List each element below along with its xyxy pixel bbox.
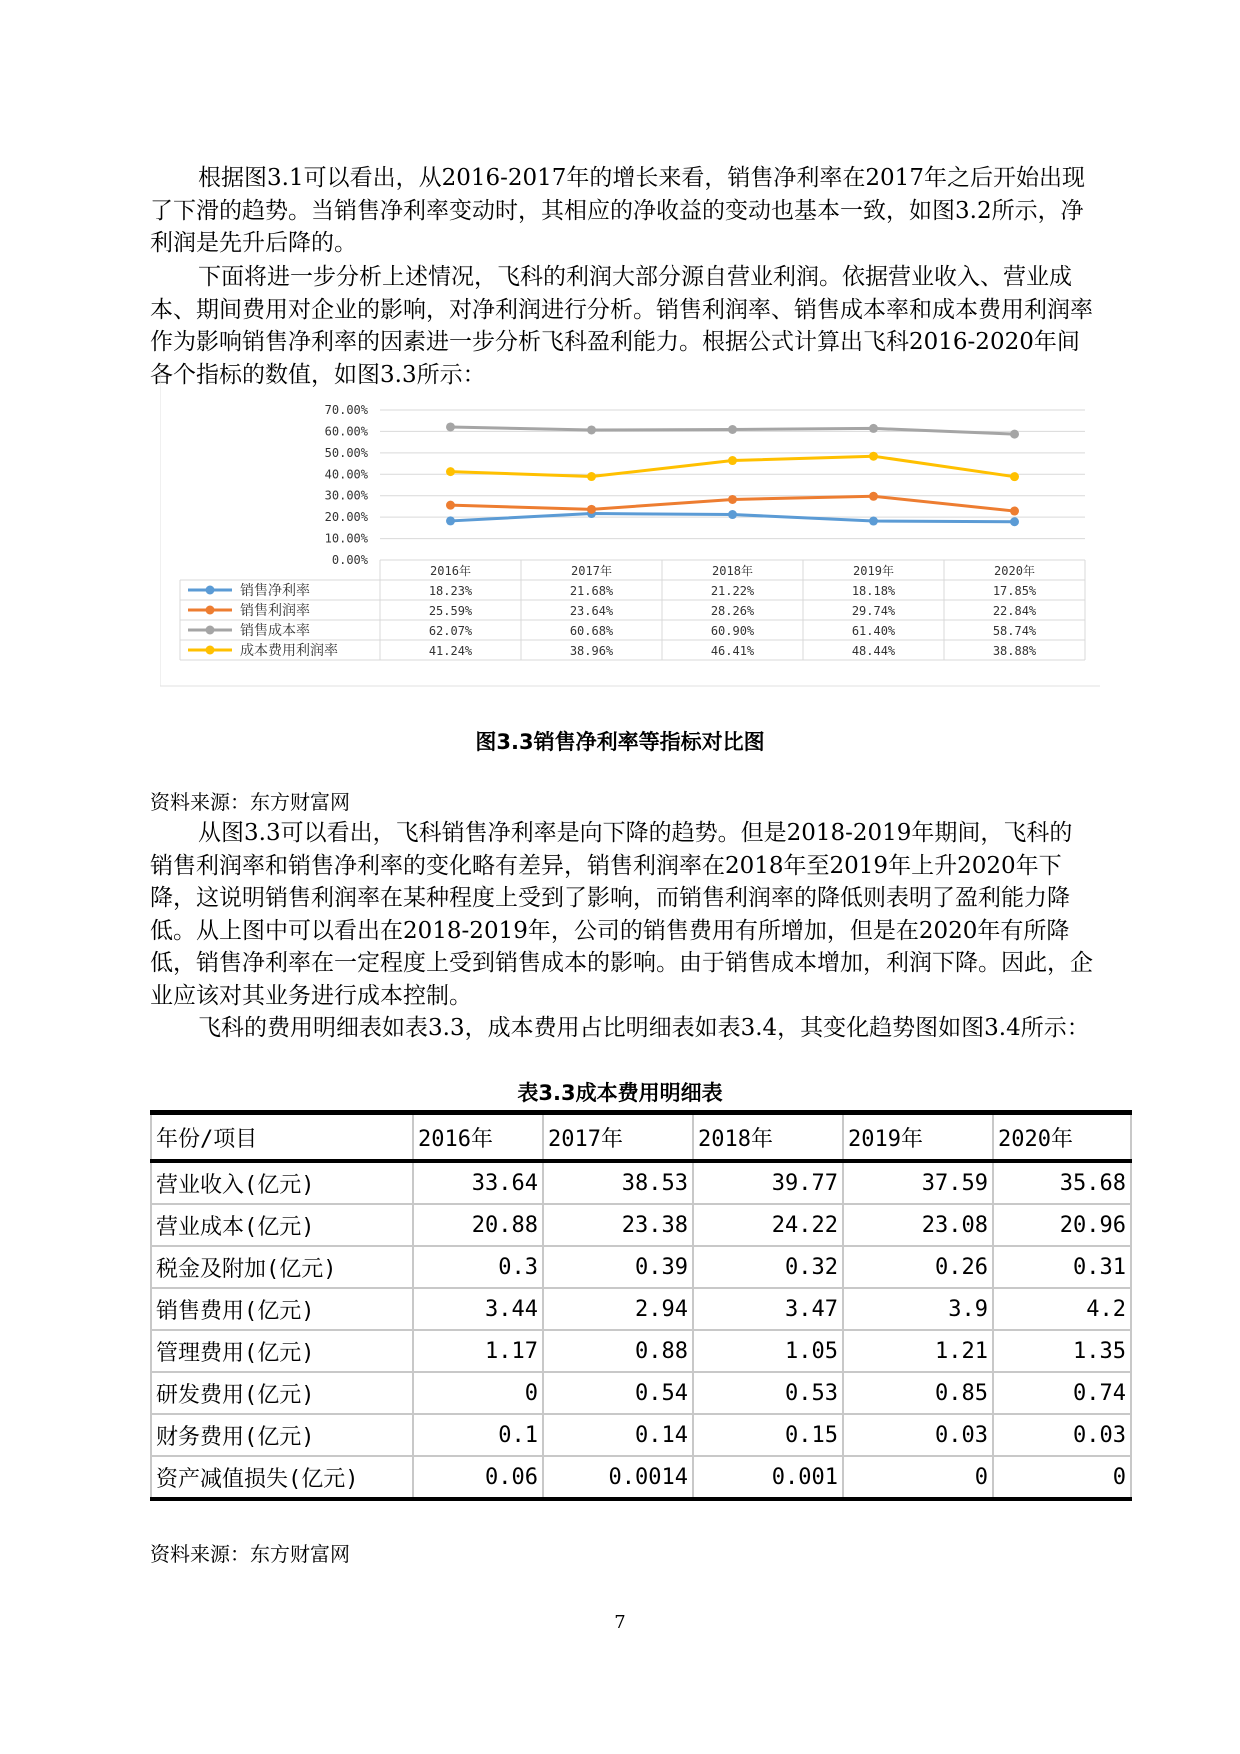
table-row bbox=[151, 1246, 1131, 1288]
data-point bbox=[1010, 472, 1019, 481]
table-row bbox=[151, 1414, 1131, 1456]
data-point bbox=[587, 472, 596, 481]
table-row bbox=[151, 1204, 1131, 1246]
page-number: 7 bbox=[614, 1612, 626, 1633]
table-cell: 1.35 bbox=[993, 1330, 1131, 1372]
data-point bbox=[446, 501, 455, 510]
row-label: 财务费用(亿元) bbox=[151, 1414, 413, 1456]
data-point bbox=[869, 517, 878, 526]
paragraph-3-text: 从图3.3可以看出，飞科销售净利率是向下降的趋势。但是2018-2019年期间，飞科的销售利润率和销售净利率的变化略有差异，销售利润率在2018年至2019年上升2020年下降，这说明销售利润率在某种程度上受到了影响，而销售利润率的降低则表明了盈利能力降低。从上图中可以看出在2018-2019年，公司的销售费用有所增加，但是在2020年有所降低，销售净利率在一定程度上受到销售成本的影响。由于销售成本增加，利润下降。因此，企业应该对其业务进行成本控制。 bbox=[150, 820, 1093, 1009]
y-tick-label: 70.00% bbox=[324, 403, 368, 417]
table-cell: 4.2 bbox=[993, 1288, 1131, 1330]
table-cell: 0.3 bbox=[413, 1246, 543, 1288]
legend-label: 销售成本率 bbox=[240, 623, 310, 639]
x-category-label: 2016年 bbox=[430, 564, 471, 578]
table-header-cell: 2017年 bbox=[543, 1113, 693, 1162]
source-note-1: 资料来源：东方财富网 bbox=[150, 790, 350, 814]
cost-detail-table bbox=[150, 1110, 1132, 1501]
table-cell: 37.59 bbox=[843, 1161, 993, 1204]
table-cell: 0 bbox=[413, 1372, 543, 1414]
paragraph-4 bbox=[150, 1012, 1094, 1045]
table-cell: 2.94 bbox=[543, 1288, 693, 1330]
table-cell: 38.53 bbox=[543, 1161, 693, 1204]
table-cell: 0.06 bbox=[413, 1456, 543, 1499]
data-value-label: 28.26% bbox=[710, 604, 755, 618]
data-value-label: 58.74% bbox=[992, 624, 1037, 638]
table-cell: 0.03 bbox=[843, 1414, 993, 1456]
data-value-label: 21.22% bbox=[710, 584, 755, 598]
legend-label: 销售利润率 bbox=[240, 603, 310, 619]
table-header-cell: 2016年 bbox=[413, 1113, 543, 1162]
data-value-label: 38.96% bbox=[569, 644, 614, 658]
table-cell: 0.1 bbox=[413, 1414, 543, 1456]
table-cell: 1.05 bbox=[693, 1330, 843, 1372]
data-value-label: 22.84% bbox=[992, 604, 1037, 618]
data-point bbox=[587, 505, 596, 514]
table-caption: 表3.3成本费用明细表 bbox=[517, 1081, 723, 1105]
table-cell: 1.17 bbox=[413, 1330, 543, 1372]
table-cell: 0.88 bbox=[543, 1330, 693, 1372]
data-value-label: 60.90% bbox=[710, 624, 755, 638]
row-label: 研发费用(亿元) bbox=[151, 1372, 413, 1414]
table-header-cell: 2020年 bbox=[993, 1113, 1131, 1162]
paragraph-1-text: 根据图3.1可以看出，从2016-2017年的增长来看，销售净利率在2017年之后开始出现了下滑的趋势。当销售净利率变动时，其相应的净收益的变动也基本一致，如图3.2所示，净利润是先升后降的。 bbox=[150, 165, 1085, 256]
table-cell: 20.96 bbox=[993, 1204, 1131, 1246]
legend-label: 成本费用利润率 bbox=[240, 643, 338, 659]
x-category-label: 2018年 bbox=[712, 564, 753, 578]
table-cell: 20.88 bbox=[413, 1204, 543, 1246]
y-tick-label: 60.00% bbox=[324, 424, 368, 439]
legend-marker bbox=[206, 586, 215, 595]
data-value-label: 48.44% bbox=[851, 644, 896, 658]
row-label: 销售费用(亿元) bbox=[151, 1288, 413, 1330]
table-row bbox=[151, 1372, 1131, 1414]
table-cell: 33.64 bbox=[413, 1161, 543, 1204]
data-value-label: 29.74% bbox=[851, 604, 896, 618]
y-tick-label: 10.00% bbox=[324, 531, 368, 546]
table-cell: 0.15 bbox=[693, 1414, 843, 1456]
legend-marker bbox=[206, 626, 215, 635]
data-value-label: 23.64% bbox=[569, 604, 614, 618]
table-row bbox=[151, 1161, 1131, 1204]
data-point bbox=[1010, 430, 1019, 439]
table-cell: 0.54 bbox=[543, 1372, 693, 1414]
data-point bbox=[446, 422, 455, 431]
row-label: 营业成本(亿元) bbox=[151, 1204, 413, 1246]
table-cell: 23.08 bbox=[843, 1204, 993, 1246]
table-cell: 3.44 bbox=[413, 1288, 543, 1330]
table-row bbox=[151, 1456, 1131, 1499]
data-point bbox=[587, 425, 596, 434]
row-label: 税金及附加(亿元) bbox=[151, 1246, 413, 1288]
cost-detail-table-wrapper bbox=[150, 1110, 1130, 1501]
paragraph-2-text: 下面将进一步分析上述情况，飞科的利润大部分源自营业利润。依据营业收入、营业成本、期间费用对企业的影响，对净利润进行分析。销售利润率、销售成本率和成本费用利润率作为影响销售净利率的因素进一步分析飞科盈利能力。根据公式计算出飞科2016-2020年间各个指标的数值，如图3.3所示： bbox=[150, 264, 1093, 388]
data-point bbox=[446, 467, 455, 476]
data-value-label: 18.18% bbox=[851, 584, 896, 598]
data-point bbox=[1010, 517, 1019, 526]
y-tick-label: 0.00% bbox=[331, 553, 368, 567]
data-value-label: 41.24% bbox=[428, 644, 473, 658]
table-cell: 3.47 bbox=[693, 1288, 843, 1330]
data-point bbox=[869, 452, 878, 461]
data-value-label: 25.59% bbox=[428, 604, 473, 618]
table-cell: 0.85 bbox=[843, 1372, 993, 1414]
table-cell: 0 bbox=[843, 1456, 993, 1499]
data-point bbox=[1010, 507, 1019, 516]
table-cell: 1.21 bbox=[843, 1330, 993, 1372]
row-label: 管理费用(亿元) bbox=[151, 1330, 413, 1372]
data-point bbox=[728, 425, 737, 434]
paragraph-1 bbox=[150, 162, 1094, 260]
table-header-cell: 2018年 bbox=[693, 1113, 843, 1162]
table-cell: 23.38 bbox=[543, 1204, 693, 1246]
row-label: 营业收入(亿元) bbox=[151, 1161, 413, 1204]
table-cell: 0.03 bbox=[993, 1414, 1131, 1456]
data-value-label: 46.41% bbox=[710, 644, 755, 658]
data-value-label: 62.07% bbox=[428, 624, 473, 638]
x-category-label: 2020年 bbox=[994, 564, 1035, 578]
figure-caption: 图3.3销售净利率等指标对比图 bbox=[475, 730, 765, 754]
paragraph-4-text: 飞科的费用明细表如表3.3，成本费用占比明细表如表3.4，其变化趋势图如图3.4所示： bbox=[198, 1015, 1090, 1041]
table-cell: 0.31 bbox=[993, 1246, 1131, 1288]
data-value-label: 21.68% bbox=[569, 584, 614, 598]
table-cell: 0.74 bbox=[993, 1372, 1131, 1414]
data-point bbox=[869, 492, 878, 501]
y-tick-label: 20.00% bbox=[324, 510, 368, 525]
data-point bbox=[728, 456, 737, 465]
table-row bbox=[151, 1288, 1131, 1330]
data-value-label: 18.23% bbox=[428, 584, 473, 598]
data-point bbox=[869, 424, 878, 433]
table-cell: 3.9 bbox=[843, 1288, 993, 1330]
legend-marker bbox=[206, 646, 215, 655]
data-value-label: 60.68% bbox=[569, 624, 614, 638]
table-row bbox=[151, 1330, 1131, 1372]
data-point bbox=[728, 495, 737, 504]
row-label: 资产减值损失(亿元) bbox=[151, 1456, 413, 1499]
data-value-label: 17.85% bbox=[992, 584, 1037, 598]
table-cell: 39.77 bbox=[693, 1161, 843, 1204]
y-tick-label: 30.00% bbox=[324, 488, 368, 503]
data-value-label: 38.88% bbox=[992, 644, 1037, 658]
y-tick-label: 40.00% bbox=[324, 467, 368, 482]
table-cell: 0.001 bbox=[693, 1456, 843, 1499]
indicator-line-chart bbox=[160, 368, 1100, 688]
table-header-row bbox=[151, 1113, 1131, 1162]
source-note-2: 资料来源：东方财富网 bbox=[150, 1542, 350, 1566]
paragraph-3 bbox=[150, 817, 1094, 1012]
table-cell: 0.14 bbox=[543, 1414, 693, 1456]
y-tick-label: 50.00% bbox=[324, 445, 368, 460]
table-cell: 35.68 bbox=[993, 1161, 1131, 1204]
x-category-label: 2019年 bbox=[853, 564, 894, 578]
table-header-cell: 年份/项目 bbox=[151, 1113, 413, 1162]
table-cell: 0.32 bbox=[693, 1246, 843, 1288]
table-cell: 0.53 bbox=[693, 1372, 843, 1414]
legend-label: 销售净利率 bbox=[240, 583, 310, 599]
data-point bbox=[446, 516, 455, 525]
table-cell: 0.39 bbox=[543, 1246, 693, 1288]
table-cell: 0.26 bbox=[843, 1246, 993, 1288]
table-cell: 0.0014 bbox=[543, 1456, 693, 1499]
data-point bbox=[728, 510, 737, 519]
data-value-label: 61.40% bbox=[851, 624, 896, 638]
table-header-cell: 2019年 bbox=[843, 1113, 993, 1162]
x-category-label: 2017年 bbox=[571, 564, 612, 578]
table-cell: 0 bbox=[993, 1456, 1131, 1499]
legend-marker bbox=[206, 606, 215, 615]
table-cell: 24.22 bbox=[693, 1204, 843, 1246]
